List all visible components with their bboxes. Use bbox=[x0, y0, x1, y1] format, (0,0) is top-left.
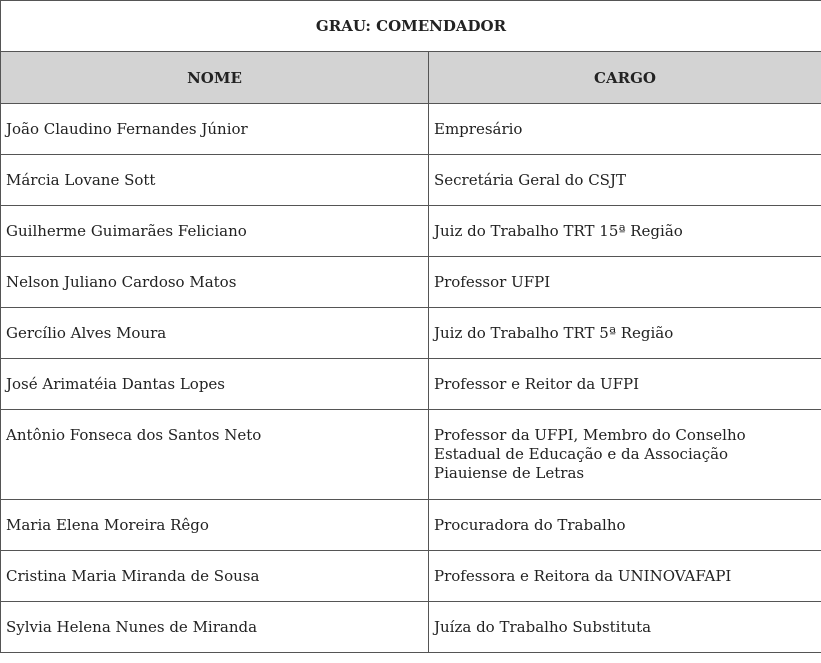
header-row bbox=[1, 52, 821, 104]
table-title: GRAU: COMENDADOR bbox=[1, 1, 821, 52]
cell-nome: João Claudino Fernandes Júnior bbox=[1, 104, 429, 155]
table-row bbox=[1, 551, 821, 602]
column-header-nome: NOME bbox=[1, 52, 429, 104]
cell-nome: Antônio Fonseca dos Santos Neto bbox=[1, 410, 429, 500]
cargo-line: Juíza do Trabalho Substituta bbox=[434, 618, 652, 636]
cell-nome: Guilherme Guimarães Feliciano bbox=[1, 206, 429, 257]
cell-nome: Márcia Lovane Sott bbox=[1, 155, 429, 206]
cargo-line: Procuradora do Trabalho bbox=[434, 516, 626, 534]
cell-cargo bbox=[429, 500, 821, 551]
cargo-line: Secretária Geral do CSJT bbox=[434, 171, 626, 189]
table-row bbox=[1, 155, 821, 206]
column-header-cargo: CARGO bbox=[429, 52, 821, 104]
title-row bbox=[1, 1, 821, 52]
cell-cargo bbox=[429, 257, 821, 308]
table-row bbox=[1, 308, 821, 359]
table-row bbox=[1, 257, 821, 308]
cargo-line: Professora e Reitora da UNINOVAFAPI bbox=[434, 567, 732, 585]
cell-nome: José Arimatéia Dantas Lopes bbox=[1, 359, 429, 410]
cell-cargo bbox=[429, 359, 821, 410]
cargo-line: Juiz do Trabalho TRT 15ª Região bbox=[434, 222, 683, 240]
cell-nome: Maria Elena Moreira Rêgo bbox=[1, 500, 429, 551]
cargo-line: Professor da UFPI, Membro do Conselho bbox=[434, 426, 746, 444]
cargo-line: Professor e Reitor da UFPI bbox=[434, 375, 640, 393]
cargo-line: Empresário bbox=[434, 120, 523, 138]
cargo-line: Juiz do Trabalho TRT 5ª Região bbox=[434, 324, 674, 342]
table-row bbox=[1, 500, 821, 551]
cargo-line: Piauiense de Letras bbox=[434, 464, 585, 482]
table-row bbox=[1, 104, 821, 155]
cell-cargo bbox=[429, 602, 821, 653]
cargo-line: Estadual de Educação e da Associação bbox=[434, 445, 729, 463]
cell-cargo bbox=[429, 206, 821, 257]
cell-cargo bbox=[429, 104, 821, 155]
table-row bbox=[1, 359, 821, 410]
cell-nome: Cristina Maria Miranda de Sousa bbox=[1, 551, 429, 602]
table-body bbox=[1, 104, 821, 653]
table-row bbox=[1, 602, 821, 653]
cell-cargo bbox=[429, 551, 821, 602]
table-row bbox=[1, 206, 821, 257]
cell-nome: Sylvia Helena Nunes de Miranda bbox=[1, 602, 429, 653]
cargo-line: Professor UFPI bbox=[434, 273, 551, 291]
cell-cargo bbox=[429, 308, 821, 359]
cell-nome: Nelson Juliano Cardoso Matos bbox=[1, 257, 429, 308]
table-row bbox=[1, 410, 821, 500]
cell-cargo bbox=[429, 155, 821, 206]
cell-cargo bbox=[429, 410, 821, 500]
cell-nome: Gercílio Alves Moura bbox=[1, 308, 429, 359]
